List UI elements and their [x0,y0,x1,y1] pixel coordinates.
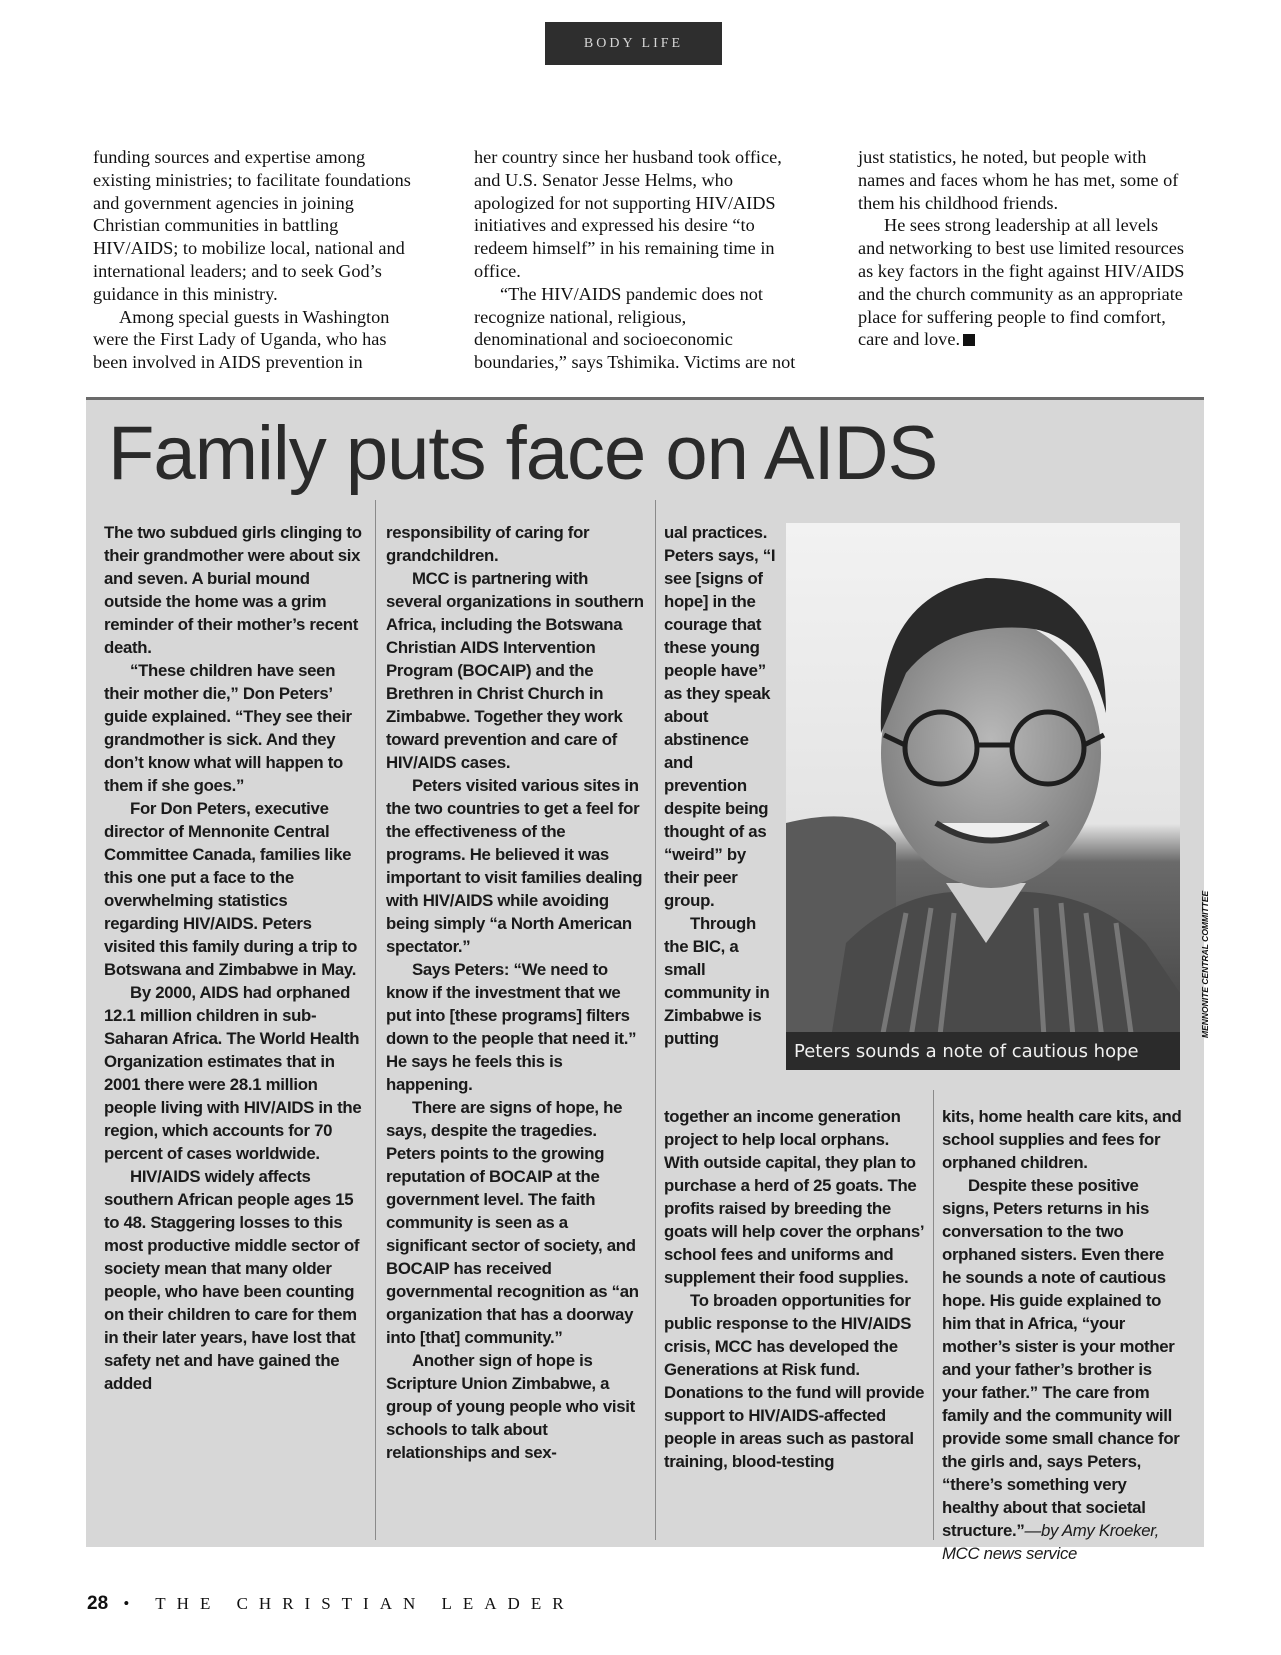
column-divider [933,1090,934,1540]
top-column-1 [93,146,423,374]
photo-caption: Peters sounds a note of cautious hope [786,1032,1180,1070]
paragraph: MCC is partnering with several organizations in southern Africa, including the Botswana Christian AIDS Intervention Program (BOCAIP) and the Brethren in Christ Church in Zimbabwe. Together they work toward prevention and care of HIV/AIDS cases. [386,569,644,772]
paragraph: Peters visited various sites in the two countries to get a feel for the effectiveness of the programs. He believed it was important to visit families dealing with HIV/AIDS while avoiding being simply “a North American spectator.” [386,776,643,956]
paragraph: funding sources and expertise among existing ministries; to facilitate foundations and government agencies in joining Christian communities in battling HIV/AIDS; to mobilize local, national and international leaders; and to seek God’s guidance in this ministry. [93,147,411,304]
publication-name: THE CHRISTIAN LEADER [155,1594,575,1613]
sidebar-column-3-narrow [664,521,776,1050]
page-footer [87,1593,575,1615]
photo-credit [1188,858,1210,1038]
paragraph: Another sign of hope is Scripture Union Zimbabwe, a group of young people who visit schools to talk about relationships and sex- [386,1351,635,1462]
photo-credit-text: MENNONITE CENTRAL COMMITTEE [1200,890,1210,1038]
portrait-illustration [786,523,1180,1070]
sidebar-column-3-wide [664,1105,926,1473]
end-of-article-mark [963,334,975,346]
sidebar-column-2 [386,521,648,1464]
paragraph: together an income generation project to help local orphans. With outside capital, they plan to purchase a herd of 25 goats. The profits raised by breeding the goats will help cover the orphans’ school fees and uniforms and supplement their food supplies. [664,1107,924,1287]
paragraph: Says Peters: “We need to know if the investment that we put into [these programs] filters down to the people that need it.” He says he feels this is happening. [386,960,637,1094]
sidebar-column-4 [942,1105,1187,1565]
paragraph: Through the BIC, a small community in Zimbabwe is putting [664,914,770,1048]
paragraph: ual practices. Peters says, “I see [signs of hope] in the courage that these young people have” as they speak about abstinence and prevention despite being thought of as “weird” by their peer group. [664,523,776,910]
portrait-photo [786,523,1180,1070]
paragraph: To broaden opportunities for public response to the HIV/AIDS crisis, MCC has developed the Generations at Risk fund. Donations to the fund will provide support to HIV/AIDS-affected people in areas such as pastoral training, blood-testing [664,1291,925,1471]
paragraph: responsibility of caring for grandchildren. [386,523,590,565]
paragraph: Among special guests in Washington were the First Lady of Uganda, who has been involved in AIDS prevention in [93,306,390,373]
byline: —by Amy Kroeker, MCC news service [942,1521,1159,1563]
paragraph-text: He sees strong leadership at all levels and networking to best use limited resources as key factors in the fight against HIV/AIDS and the church community as an appropriate place for suffering people to find comfort, care and love. [858,215,1185,350]
paragraph: For Don Peters, executive director of Mennonite Central Committee Canada, families like this one put a face to the overwhelming statistics regarding HIV/AIDS. Peters visited this family during a trip to Botswana and Zimbabwe in May. [104,799,358,979]
column-divider [655,500,656,1540]
sidebar-top-rule [86,397,1204,400]
paragraph: The two subdued girls clinging to their grandmother were about six and seven. A burial mound outside the home was a grim reminder of their mother’s recent death. [104,523,362,657]
sidebar-headline: Family puts face on AIDS [108,411,938,496]
paragraph [942,1174,1187,1565]
column-divider [375,500,376,1540]
paragraph: There are signs of hope, he says, despite the tragedies. Peters points to the growing reputation of BOCAIP at the government level. The faith community is seen as a significant sector of society, and BOCAIP has received governmental recognition as “an organization that has a doorway into [that] community.” [386,1098,639,1347]
paragraph: just statistics, he noted, but people with names and faces whom he has met, some of them his childhood friends. [858,147,1179,213]
paragraph: HIV/AIDS widely affects southern African people ages 15 to 48. Staggering losses to this most productive middle sector of society mean that many older people, who have been counting on their children to care for them in their later years, have lost that safety net and have gained the added [104,1167,360,1393]
paragraph: kits, home health care kits, and school supplies and fees for orphaned children. [942,1107,1182,1172]
paragraph: her country since her husband took office, and U.S. Senator Jesse Helms, who apologized for not supporting HIV/AIDS initiatives and expressed his desire “to redeem himself” in his remaining time in office. [474,147,782,281]
page-number: 28 [87,1593,109,1614]
paragraph: “These children have seen their mother die,” Don Peters’ guide explained. “They see their grandmother is sick. And they don’t know what will happen to them if she goes.” [104,661,352,795]
sidebar-column-1 [104,521,366,1395]
top-column-3 [858,146,1188,351]
paragraph [858,214,1188,351]
top-column-2 [474,146,804,374]
paragraph-text: Despite these positive signs, Peters returns in his conversation to the two orphaned sisters. Even there he sounds a note of cautious hope. His guide explained to him that in Africa, “your mother’s sister is your mother and your father’s brother is your father.” The care from family and the community will provide some small chance for the girls and, says Peters, “there’s something very healthy about that societal structure.” [942,1176,1180,1540]
paragraph: By 2000, AIDS had orphaned 12.1 million children in sub-Saharan Africa. The World Health Organization estimates that in 2001 there were 28.1 million people living with HIV/AIDS in the region, which accounts for 70 percent of cases worldwide. [104,983,362,1163]
footer-separator: • [123,1594,141,1613]
section-header: BODY LIFE [545,22,722,65]
paragraph: “The HIV/AIDS pandemic does not recognize national, religious, denominational and socioeconomic boundaries,” says Tshimika. Victims are not [474,283,796,373]
